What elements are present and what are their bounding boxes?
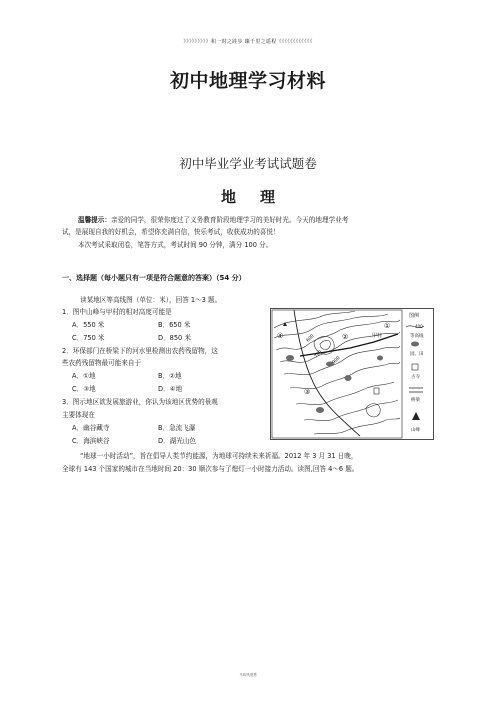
question-2-option-d: D．④地	[158, 385, 183, 393]
question-3-option-a: A．幽谷藏寺	[72, 424, 110, 432]
exam-title: 初中毕业学业考试试题卷	[179, 156, 317, 171]
legend-title: 图例	[409, 313, 420, 319]
question-1-option-a: A．550 米	[72, 321, 105, 329]
village-label: 甲村	[372, 333, 383, 339]
passage-line-1: “地球一小时活动”，旨在倡导人类节约能源，为地球可持续未来祈福。2012 年 3 月 31 日晚，	[80, 452, 358, 460]
legend-contour: 等高线	[410, 334, 424, 339]
question-1-stem: 1．图中山峰与甲村的相对高度可能是	[62, 308, 172, 316]
subject-title: 地理	[220, 188, 299, 206]
question-2-option-a: A．①地	[72, 372, 96, 380]
main-title: 初中地理学习材料	[169, 70, 326, 92]
question-1-option-b: B．650 米	[158, 321, 191, 329]
question-intro: 读某地区等高线图（单位：米），回答 1～3 题。	[80, 296, 222, 304]
question-1-option-d: D．850 米	[158, 334, 191, 342]
legend-field: 园、田	[410, 352, 424, 357]
notice-line-1: 温馨提示：亲爱的同学，很荣你度过了义务教育阶段地理学习的美好时光。今天的地理学业考	[78, 216, 349, 224]
decorative-header: 》》》》》》》》》积一时之跬步 臻千里之遥程《《《《《《《《《《《《	[183, 39, 313, 45]
contour-label-600: 600	[305, 333, 316, 344]
notice-label: 温馨提示：	[78, 216, 111, 224]
legend-bridge: 桥梁	[411, 398, 420, 403]
question-3-option-b: B．急流飞瀑	[158, 424, 196, 432]
legend-contour-value: 400	[415, 324, 423, 329]
section-heading: 一、选择题（每小题只有一项是符合题意的答案）（54 分）	[62, 274, 246, 282]
map-label-2: ②	[342, 333, 349, 341]
question-2-stem-cont: 些农药残留物最可能来自于	[62, 359, 142, 367]
map-label-4: ④	[277, 332, 284, 340]
question-3-stem: 3．图示地区欲发展旅游业，你认为该地区优势的景观	[62, 398, 218, 406]
question-3-option-d: D．湖光山色	[158, 437, 197, 445]
legend-peak: 山峰	[411, 428, 420, 433]
question-3-option-c: C．海滨峡谷	[72, 437, 110, 445]
question-2-stem: 2．环保部门在桥梁下的河水里检测出农药残留物，这	[62, 347, 218, 355]
question-3-stem-cont: 主要体现在	[62, 411, 95, 419]
question-2-option-c: C．③地	[72, 385, 96, 393]
map-label-3: ③	[304, 388, 311, 396]
notice-line-3: 本次考试采取闭卷，笔答方式，考试时间 90 分钟，满分 100 分。	[78, 241, 273, 249]
notice-line-2: 试，是展现自我的好机会，希望你充满自信，快乐考试，收获成功的喜悦！	[62, 228, 280, 236]
question-2-option-b: B．②地	[158, 372, 182, 380]
legend-temple: 古寺	[411, 375, 420, 380]
question-1-option-c: C．750 米	[72, 334, 105, 342]
contour-label-700: 700	[313, 349, 324, 360]
contour-map	[270, 308, 434, 440]
field-legend-icon	[411, 342, 419, 347]
map-label-1: ①	[384, 322, 391, 330]
passage-line-2: 全球有 143 个国家的城市在当地时间 20：30 顺次参与了熄灯一小时接力活动。读图,回答 4～6 题。	[62, 465, 359, 473]
contour-label-900: 900	[331, 355, 342, 366]
footer-text: 马鸣风萧萧	[239, 673, 257, 677]
